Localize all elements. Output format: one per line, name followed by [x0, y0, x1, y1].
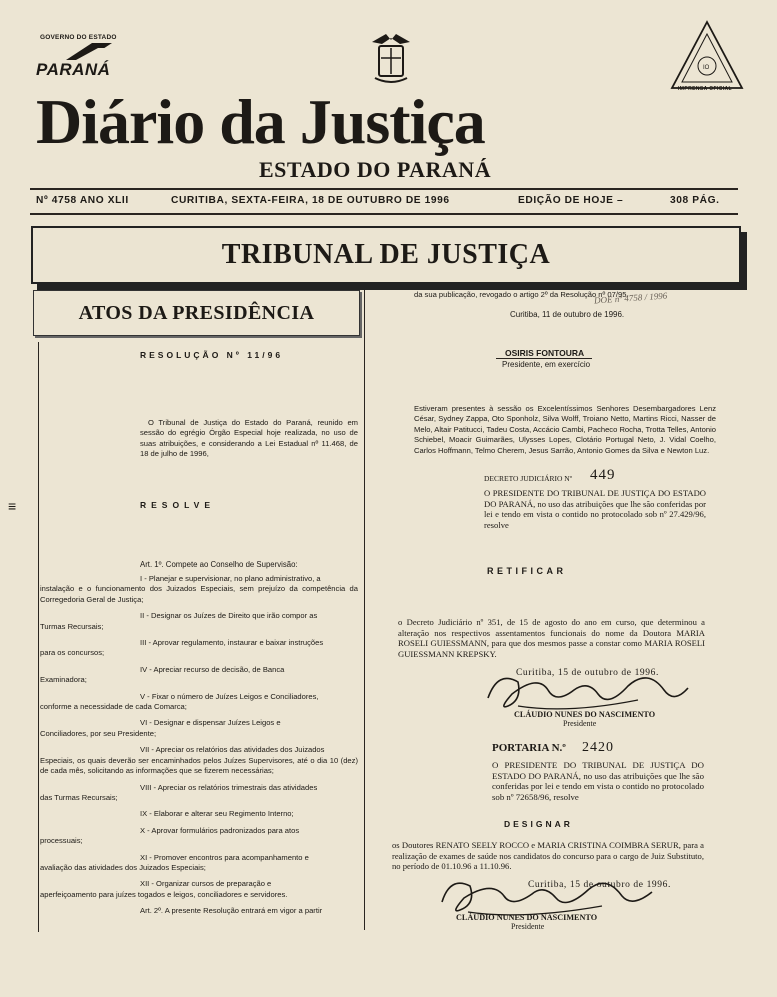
edition-today-label: EDIÇÃO DE HOJE –	[518, 195, 624, 206]
retificar-text: o Decreto Judiciário nº 351, de 15 de agosto do ano em curso, que determinou a alteração nos respectivos assentamentos funcionais do nome da Doutora MARIA ROSELI GUIESSMANN, para que dos mesmos passe a constar como MARIA ROSELI GUIESSMANN KREPSKY.	[398, 617, 705, 659]
list-item: XII - Organizar cursos de preparação e aperfeiçoamento para juízes togados e leigos, conciliadores e servidores.	[40, 879, 288, 899]
signer-2-name: CLÁUDIO NUNES DO NASCIMENTO	[514, 710, 656, 719]
list-item: VIII - Apreciar os relatórios trimestrais das atividades das Turmas Recursais;	[40, 782, 318, 802]
list-item: II - Designar os Juízes de Direito que irão compor as Turmas Recursais;	[40, 611, 318, 631]
article-1-items	[40, 574, 358, 917]
decree-label: DECRETO JUDICIÁRIO Nº	[484, 474, 573, 483]
gov-label: GOVERNO DO ESTADO	[40, 34, 117, 41]
list-item: V - Fixar o número de Juízes Leigos e Conciliadores, conforme a necessidade de cada Comarca;	[40, 691, 319, 712]
list-item: III - Aprovar regulamento, instaurar e baixar instruções para os concursos;	[40, 638, 324, 658]
resolution-continuation: da sua publicação, revogado o artigo 2º da Resolução nº 07/95.	[414, 290, 629, 299]
resolve-heading: RESOLVE	[140, 500, 215, 510]
svg-text:IO: IO	[703, 65, 710, 71]
signer-1-role: Presidente, em exercício	[502, 360, 591, 369]
portaria-text: O PRESIDENTE DO TRIBUNAL DE JUSTIÇA DO ESTADO DO PARANÁ, no uso das atribuições que lhe são conferidas por lei e tendo em vista o contido no protocolado sob nº 72658/96, resolve	[492, 760, 704, 802]
designar-heading: DESIGNAR	[504, 819, 573, 829]
place-date-2: Curitiba, 15 de outubro de 1996.	[516, 668, 659, 678]
seal-text: IMPRENSA OFICIAL	[678, 86, 732, 92]
state-coat-of-arms-icon	[366, 28, 416, 88]
margin-mark-icon: ≡	[8, 498, 17, 514]
place-date-1: Curitiba, 11 de outubro de 1996.	[510, 310, 625, 319]
portaria-number: 2420	[582, 740, 614, 755]
place-date: CURITIBA, SEXTA-FEIRA, 18 DE OUTUBRO DE 1996	[171, 195, 450, 206]
signer-3-name: CLÁUDIO NUNES DO NASCIMENTO	[456, 913, 598, 922]
edition-number: Nº 4758 ANO XLII	[36, 195, 129, 206]
article-2: Art. 2º. A presente Resolução entrará em vigor a partir	[140, 906, 323, 916]
list-item: X - Aprovar formulários padronizados para atos processuais;	[40, 825, 300, 846]
state-logo: PARANÁ	[36, 60, 111, 79]
subsection-title: ATOS DA PRESIDÊNCIA	[78, 301, 315, 324]
place-date-3: Curitiba, 15 de outubro de 1996.	[528, 880, 671, 890]
decree-text: O PRESIDENTE DO TRIBUNAL DE JUSTIÇA DO ESTADO DO PARANÁ, no uso das atribuições que lhe são conferidas por lei e tendo em vista o contido no protocolado sob nº 27.429/96, resolve	[484, 488, 706, 530]
retificar-heading: RETIFICAR	[487, 566, 567, 576]
signer-3-role: Presidente	[511, 922, 545, 931]
page-subtitle: ESTADO DO PARANÁ	[259, 157, 492, 182]
section-banner	[31, 226, 741, 284]
article-1: Art. 1º. Compete ao Conselho de Supervisão:	[140, 560, 298, 569]
parana-logo-mark-icon	[62, 40, 114, 62]
designar-text: os Doutores RENATO SEELY ROCCO e MARIA CRISTINA COIMBRA SERUR, para a realização de exames de saúde nos candidatos do concurso para o cargo de Juiz Substituto, no período de 01.10.96 a 11.10.96.	[392, 840, 704, 872]
list-item: IX - Elaborar e alterar seu Regimento Interno;	[140, 809, 294, 819]
list-item: VI - Designar e dispensar Juízes Leigos e Conciliadores, por seu Presidente;	[40, 718, 281, 738]
list-item: I - Planejar e supervisionar, no plano administrativo, a instalação e o funcionamento dos Juizados Especiais, sem prejuízo da competência da Corregedoria Geral de Justiça;	[40, 574, 358, 604]
imprensa-oficial-seal-icon	[668, 18, 746, 94]
resolution-title: RESOLUÇÃO Nº 11/96	[140, 350, 284, 360]
page-title: Diário da Justiça	[36, 86, 485, 157]
list-item: IV - Apreciar recurso de decisão, de Banca Examinadora;	[40, 664, 285, 685]
attendance-text: Estiveram presentes à sessão os Excelentíssimos Senhores Desembargadores Lenz César, Sydney Zappa, Oto Sponholz, Silva Wolff, Troiano Netto, Martins Ricci, Nasser de Melo, Altair Patitucci, Tadeu Costa, Accácio Cambi, Pacheco Rocha, Trotta Telles, Antonio Schiebel, Moacir Guimarães, Ulysses Lopes, Clotário Portugal Neto, J. Vidal Coelho, Carlos Hoffmann, Telmo Cherem, Jesus Sarrão, Antonio Gomes da Silva e Newton Luz.	[414, 404, 716, 455]
list-item: VII - Apreciar os relatórios das atividades dos Juizados Especiais, os quais deverão ser encaminhados pelos Juízes Supervisores, até o dia 10 (dez) de cada mês, solicitando as informações que se fizerem necessárias;	[40, 745, 358, 776]
signer-2-role: Presidente	[563, 719, 597, 728]
resolution-intro: O Tribunal de Justiça do Estado do Paraná, reunido em sessão do egrégio Órgão Especial hoje realizada, no uso de suas atribuições, e considerando a Lei Estadual nº 11.468, de 18 de julho de 1996,	[140, 418, 358, 459]
portaria-label: PORTARIA N.º	[492, 742, 566, 754]
decree-number: 449	[590, 467, 616, 483]
handwritten-note: DOE nº 4758 / 1996	[593, 290, 668, 306]
list-item: XI - Promover encontros para acompanhamento e avaliação das atividades dos Juizados Especiais;	[40, 852, 309, 872]
section-title: TRIBUNAL DE JUSTIÇA	[221, 239, 551, 270]
page-count: 308 PÁG.	[670, 195, 720, 206]
subsection-banner	[33, 290, 360, 336]
signer-1-name: OSIRIS FONTOURA	[505, 348, 585, 358]
